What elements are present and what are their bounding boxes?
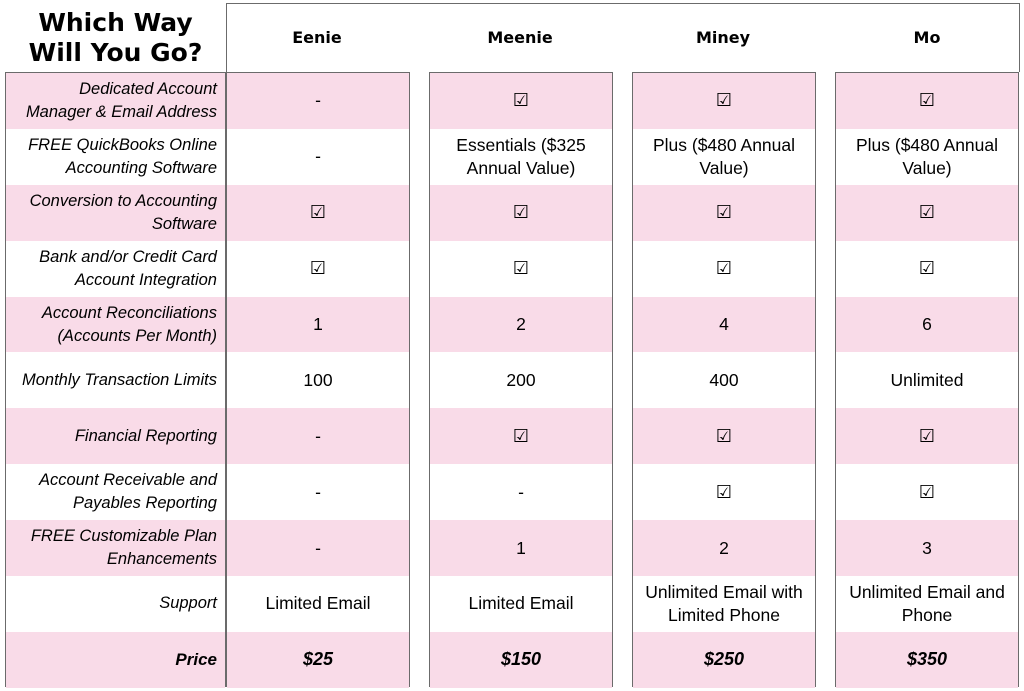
checkbox-icon: ☑ <box>227 185 409 241</box>
table-cell: - <box>430 464 612 520</box>
checkbox-icon: ☑ <box>836 464 1018 520</box>
table-cell: Plus ($480 Annual Value) <box>836 129 1018 185</box>
table-cell: Unlimited Email and Phone <box>836 576 1018 632</box>
checkbox-icon: ☑ <box>836 408 1018 464</box>
plan-column-miney <box>632 72 816 687</box>
table-cell: Limited Email <box>430 576 612 632</box>
checkbox-icon: ☑ <box>430 241 612 297</box>
table-cell: - <box>227 408 409 464</box>
checkbox-icon: ☑ <box>836 73 1018 129</box>
feature-label: Dedicated Account Manager & Email Address <box>6 73 225 129</box>
table-cell: - <box>227 464 409 520</box>
table-cell: 400 <box>633 352 815 408</box>
plan-name-mo: Mo <box>913 28 941 47</box>
price-value: $350 <box>836 632 1018 688</box>
title-line-2: Will You Go? <box>28 38 203 67</box>
table-cell: - <box>227 520 409 576</box>
plan-name-miney: Miney <box>695 28 751 47</box>
table-cell: 6 <box>836 297 1018 353</box>
checkbox-icon: ☑ <box>227 241 409 297</box>
feature-label: FREE Customizable Plan Enhancements <box>6 520 225 576</box>
price-value: $25 <box>227 632 409 688</box>
feature-label: Bank and/or Credit Card Account Integration <box>6 241 225 297</box>
table-cell: 4 <box>633 297 815 353</box>
table-cell: 3 <box>836 520 1018 576</box>
plan-name-eenie: Eenie <box>292 28 342 47</box>
plan-column-eenie <box>226 72 410 687</box>
feature-label: Monthly Transaction Limits <box>6 352 225 408</box>
table-cell: - <box>227 73 409 129</box>
table-cell: 1 <box>430 520 612 576</box>
table-cell: 100 <box>227 352 409 408</box>
table-cell: 2 <box>430 297 612 353</box>
feature-label: Financial Reporting <box>6 408 225 464</box>
price-label: Price <box>6 632 225 688</box>
plan-name-meenie: Meenie <box>487 28 553 47</box>
plan-column-meenie <box>429 72 613 687</box>
table-cell: 200 <box>430 352 612 408</box>
feature-label: FREE QuickBooks Online Accounting Software <box>6 129 225 185</box>
plan-column-mo <box>835 72 1019 687</box>
feature-label: Account Reconciliations (Accounts Per Month) <box>6 297 225 353</box>
checkbox-icon: ☑ <box>430 73 612 129</box>
checkbox-icon: ☑ <box>633 408 815 464</box>
table-cell: 1 <box>227 297 409 353</box>
feature-label: Account Receivable and Payables Reporting <box>6 464 225 520</box>
price-value: $150 <box>430 632 612 688</box>
price-value: $250 <box>633 632 815 688</box>
checkbox-icon: ☑ <box>633 464 815 520</box>
table-cell: 2 <box>633 520 815 576</box>
checkbox-icon: ☑ <box>836 241 1018 297</box>
table-cell: Limited Email <box>227 576 409 632</box>
table-cell: Essentials ($325 Annual Value) <box>430 129 612 185</box>
page-title <box>6 4 225 72</box>
checkbox-icon: ☑ <box>430 185 612 241</box>
checkbox-icon: ☑ <box>633 241 815 297</box>
feature-label: Conversion to Accounting Software <box>6 185 225 241</box>
checkbox-icon: ☑ <box>633 185 815 241</box>
table-cell: - <box>227 129 409 185</box>
table-cell: Plus ($480 Annual Value) <box>633 129 815 185</box>
checkbox-icon: ☑ <box>836 185 1018 241</box>
feature-label: Support <box>6 576 225 632</box>
checkbox-icon: ☑ <box>430 408 612 464</box>
title-line-1: Which Way <box>38 8 193 37</box>
table-cell: Unlimited Email with Limited Phone <box>633 576 815 632</box>
checkbox-icon: ☑ <box>633 73 815 129</box>
feature-label-column <box>5 72 226 687</box>
table-cell: Unlimited <box>836 352 1018 408</box>
